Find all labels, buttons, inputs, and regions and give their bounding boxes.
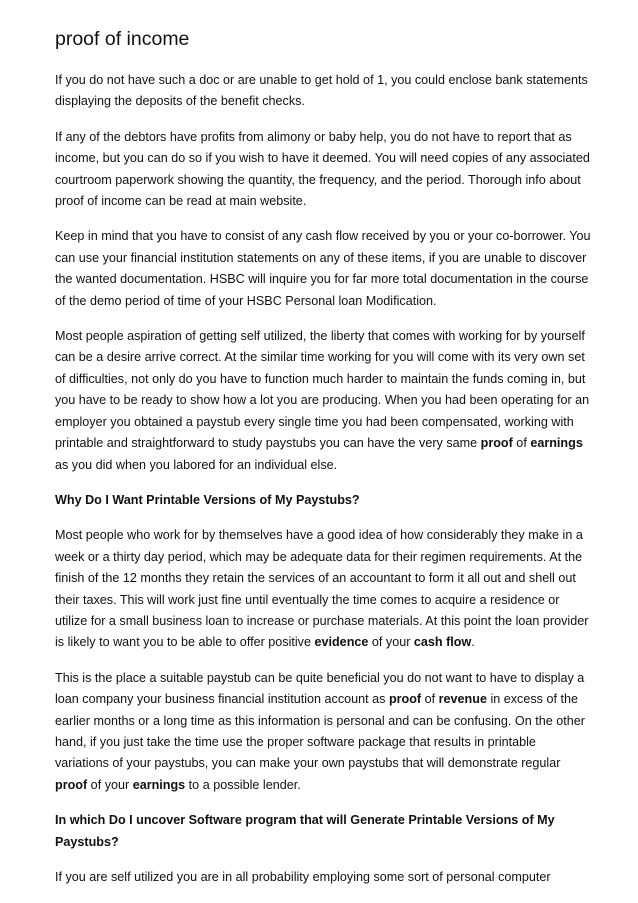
heading-why-paystubs: Why Do I Want Printable Versions of My Paystubs? <box>55 492 360 507</box>
bold-keyword: proof <box>55 777 88 792</box>
bold-keyword: evidence <box>314 635 369 650</box>
paragraph-work-for-themselves <box>55 525 593 653</box>
text-run: in excess of the earlier months or a long time as this information is personal and can be confusing. On the other hand, if you just take the time use the proper software package that results in printable variations of your paystubs, you can make your own paystubs that will demonstrate regular <box>55 692 585 771</box>
heading-where-software: In which Do I uncover Software program that will Generate Printable Versions of My Paystubs? <box>55 813 555 849</box>
text-run: of your <box>87 777 133 792</box>
bold-keyword: cash flow <box>413 635 472 650</box>
text-run: of your <box>368 635 414 650</box>
text-run: Most people aspiration of getting self utilized, the liberty that comes with working for by yourself can be a desire arrive correct. At the similar time working for you will come with its very own set of difficulties, not only do you have to function much harder to maintain the funds coming in, but you have to be ready to show how a lot you are producing. When you had been operating for an employer you obtained a paystub every single time you had been compensated, working with printable and straightforward to study paystubs you can have the very same <box>55 329 590 451</box>
text-run: Most people who work for by themselves have a good idea of how considerably they make in a week or a thirty day period, which may be adequate data for their regimen requirements. At the finish of the 12 months they retain the services of an accountant to form it all out and shell out their taxes. This will work just fine until eventually the time comes to acquire a residence or utilize for a small business loan to increase or purchase materials. At this point the loan provider is likely to want you to be able to offer positive <box>55 528 589 650</box>
paragraph-suitable-paystub <box>55 668 593 796</box>
text-run: of <box>421 692 439 707</box>
bold-keyword: proof <box>480 436 513 451</box>
paragraph-self-employed <box>55 326 593 476</box>
paragraph-cash-flow: Keep in mind that you have to consist of any cash flow received by you or your co-borrower. You can use your financial institution statements on any of these items, if you are unable to discover the wanted documentation. HSBC will inquire you for far more total documentation in the course of the demo period of time of your HSBC Personal loan Modification. <box>55 229 591 308</box>
bold-keyword: revenue <box>438 692 487 707</box>
bold-keyword: earnings <box>132 777 186 792</box>
paragraph-self-utilized: If you are self utilized you are in all probability employing some sort of personal computer <box>55 870 551 884</box>
text-run: as you did when you labored for an individual else. <box>55 457 338 472</box>
text-run: to a possible lender. <box>185 777 301 792</box>
text-run: This is the place a suitable paystub can be quite beneficial you do not want to have to display a loan company your business financial institution account as <box>55 670 585 707</box>
text-run: . <box>471 635 475 650</box>
paragraph-bank-statements: If you do not have such a doc or are unable to get hold of 1, you could enclose bank statements displaying the deposits of the benefit checks. <box>55 73 588 109</box>
text-run: of <box>512 436 531 451</box>
document-page <box>55 26 593 902</box>
bold-keyword: proof <box>388 692 422 707</box>
paragraph-alimony: If any of the debtors have profits from alimony or baby help, you do not have to report that as income, but you can do so if you wish to have it deemed. You will need copies of any associated courtroom paperwork showing the quantity, the frequency, and the period. Thorough info about proof of income can be read at main website. <box>55 129 590 209</box>
bold-keyword: earnings <box>530 436 583 451</box>
document-title: proof of income <box>55 28 190 50</box>
